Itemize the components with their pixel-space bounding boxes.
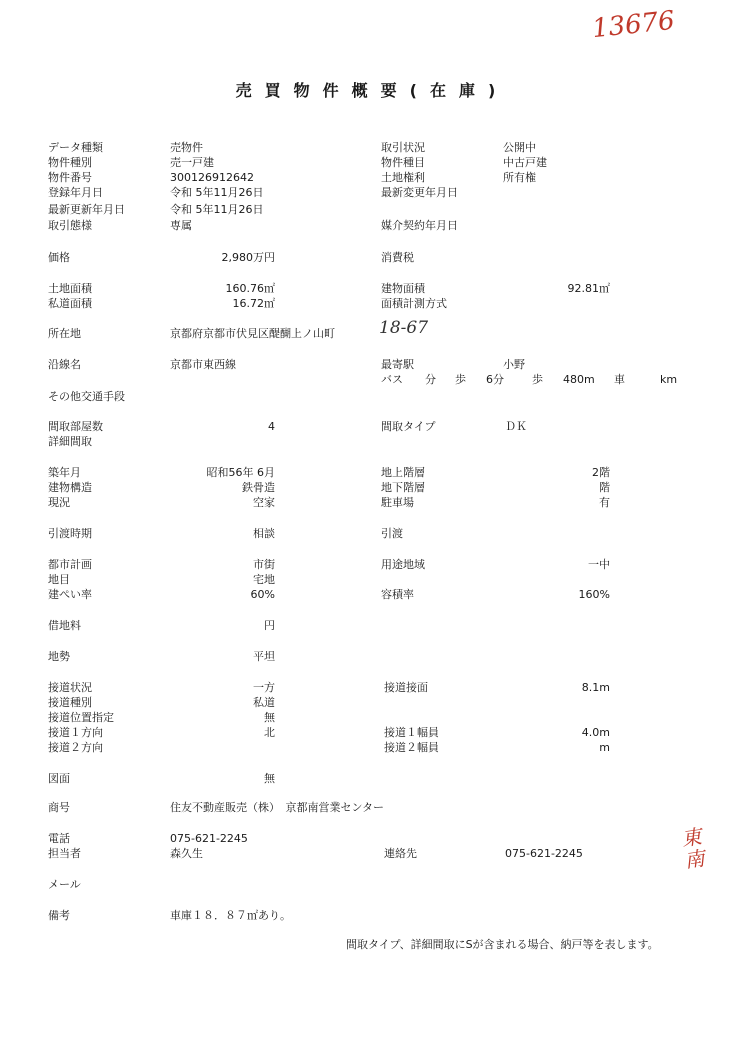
label-property-type: 物件種目 <box>381 156 425 169</box>
value-built-date: 昭和56年 6月 <box>206 466 275 479</box>
label-transaction-status: 取引状況 <box>381 141 425 154</box>
label-road-designation: 接道位置指定 <box>48 711 114 724</box>
label-person-in-charge: 担当者 <box>48 847 81 860</box>
label-railway-line: 沿線名 <box>48 358 81 371</box>
label-city-planning: 都市計画 <box>48 558 92 571</box>
value-current-status: 空家 <box>253 496 275 509</box>
label-road1-width: 接道１幅員 <box>384 726 439 739</box>
handwritten-stamp: 東南 <box>679 824 707 873</box>
value-floor-area-ratio: 160% <box>578 588 610 601</box>
value-property-category: 売一戸建 <box>170 156 214 169</box>
bus-km: km <box>660 373 678 386</box>
label-building-area: 建物面積 <box>381 282 425 295</box>
handwritten-number: 13676 <box>590 5 677 45</box>
label-land-lease-fee: 借地料 <box>48 619 81 632</box>
value-land-rights: 所有権 <box>503 171 536 184</box>
label-road-status: 接道状況 <box>48 681 92 694</box>
value-room-count: 4 <box>268 420 275 433</box>
value-road-designation: 無 <box>264 711 275 724</box>
value-registered-date: 令和 5年11月26日 <box>170 186 264 199</box>
value-transaction-mode: 専属 <box>170 219 192 232</box>
value-road-status: 一方 <box>253 681 275 694</box>
footnote: 間取タイプ、詳細間取にSが含まれる場合、納戸等を表します。 <box>346 938 659 951</box>
label-contact: 連絡先 <box>384 847 417 860</box>
label-transaction-mode: 取引態様 <box>48 219 92 232</box>
label-consumption-tax: 消費税 <box>381 251 414 264</box>
value-trade-name: 住友不動産販売（株） 京都南営業センター <box>170 801 385 814</box>
label-other-transport: その他交通手段 <box>48 390 125 403</box>
document-title: 売買物件概要(在庫) <box>235 81 509 100</box>
label-terrain: 地勢 <box>48 650 70 663</box>
value-floors-above: 2階 <box>592 466 610 479</box>
label-road2-width: 接道２幅員 <box>384 741 439 754</box>
value-city-planning: 市街 <box>253 558 275 571</box>
bus-car: 車 <box>614 373 625 386</box>
label-data-type: データ種類 <box>48 141 103 154</box>
bus-walk-minutes: 6分 <box>486 373 504 386</box>
label-handover-timing: 引渡時期 <box>48 527 92 540</box>
value-railway-line: 京都市東西線 <box>170 358 236 371</box>
label-floors-above: 地上階層 <box>381 466 425 479</box>
label-property-category: 物件種別 <box>48 156 92 169</box>
value-terrain: 平坦 <box>253 650 275 663</box>
label-floors-below: 地下階層 <box>381 481 425 494</box>
label-road-frontage: 接道接面 <box>384 681 428 694</box>
label-detailed-layout: 詳細間取 <box>48 435 92 448</box>
value-floors-below: 階 <box>599 481 610 494</box>
label-drawings: 図面 <box>48 772 70 785</box>
label-private-road-area: 私道面積 <box>48 297 92 310</box>
value-road1-width: 4.0m <box>581 726 610 739</box>
label-room-count: 間取部屋数 <box>48 420 103 433</box>
label-bus: バス <box>381 373 403 386</box>
bus-walk: 歩 <box>455 373 466 386</box>
label-nearest-station: 最寄駅 <box>381 358 414 371</box>
label-current-status: 現況 <box>48 496 70 509</box>
value-parking: 有 <box>599 496 610 509</box>
label-floor-area-ratio: 容積率 <box>381 588 414 601</box>
label-price: 価格 <box>48 251 70 264</box>
value-road2-width: m <box>599 741 610 754</box>
label-land-rights: 土地権利 <box>381 171 425 184</box>
label-registered-date: 登録年月日 <box>48 186 103 199</box>
value-handover-timing: 相談 <box>253 527 275 540</box>
value-nearest-station: 小野 <box>503 358 525 371</box>
label-parking: 駐車場 <box>381 496 414 509</box>
value-contact: 075-621-2245 <box>505 847 583 860</box>
bus-distance: 480m <box>563 373 595 386</box>
bus-min-unit: 分 <box>425 373 436 386</box>
value-road-type: 私道 <box>253 696 275 709</box>
label-road-type: 接道種別 <box>48 696 92 709</box>
label-building-structure: 建物構造 <box>48 481 92 494</box>
value-address: 京都府京都市伏見区醍醐上ノ山町 <box>170 327 335 340</box>
value-property-type: 中古戸建 <box>503 156 547 169</box>
value-price: 2,980万円 <box>221 251 275 264</box>
value-person-in-charge: 森久生 <box>170 847 203 860</box>
value-land-category: 宅地 <box>253 573 275 586</box>
label-building-coverage: 建ぺい率 <box>48 588 92 601</box>
value-drawings: 無 <box>264 772 275 785</box>
value-building-coverage: 60% <box>250 588 275 601</box>
label-email: メール <box>48 878 81 891</box>
value-building-structure: 鉄骨造 <box>242 481 275 494</box>
value-transaction-status: 公開中 <box>503 141 536 154</box>
label-area-measurement: 面積計測方式 <box>381 297 447 310</box>
value-remarks: 車庫１８．８７㎡あり。 <box>170 909 291 922</box>
label-layout-type: 間取タイプ <box>381 420 436 433</box>
value-data-type: 売物件 <box>170 141 203 154</box>
value-road1-direction: 北 <box>264 726 275 739</box>
label-brokerage-contract-date: 媒介契約年月日 <box>381 219 458 232</box>
handwritten-pencil-note: 18-67 <box>379 318 429 338</box>
label-land-area: 土地面積 <box>48 282 92 295</box>
value-property-number: 300126912642 <box>170 171 254 184</box>
label-phone: 電話 <box>48 832 70 845</box>
label-latest-change-date: 最新変更年月日 <box>381 186 458 199</box>
value-land-lease-fee: 円 <box>264 619 275 632</box>
value-building-area: 92.81㎡ <box>567 282 610 295</box>
label-road1-direction: 接道１方向 <box>48 726 103 739</box>
value-layout-type: ＤＫ <box>505 420 527 433</box>
label-handover: 引渡 <box>381 527 403 540</box>
label-property-number: 物件番号 <box>48 171 92 184</box>
bus-walk2: 歩 <box>532 373 543 386</box>
value-zoning: 一中 <box>588 558 610 571</box>
value-phone: 075-621-2245 <box>170 832 248 845</box>
label-road2-direction: 接道２方向 <box>48 741 103 754</box>
label-latest-update-date: 最新更新年月日 <box>48 203 125 216</box>
value-land-area: 160.76㎡ <box>225 282 275 295</box>
label-built-date: 築年月 <box>48 466 81 479</box>
label-address: 所在地 <box>48 327 81 340</box>
value-latest-update-date: 令和 5年11月26日 <box>170 203 264 216</box>
label-trade-name: 商号 <box>48 801 70 814</box>
label-land-category: 地目 <box>48 573 70 586</box>
label-zoning: 用途地域 <box>381 558 425 571</box>
value-private-road-area: 16.72㎡ <box>232 297 275 310</box>
value-road-frontage: 8.1m <box>581 681 610 694</box>
label-remarks: 備考 <box>48 909 70 922</box>
